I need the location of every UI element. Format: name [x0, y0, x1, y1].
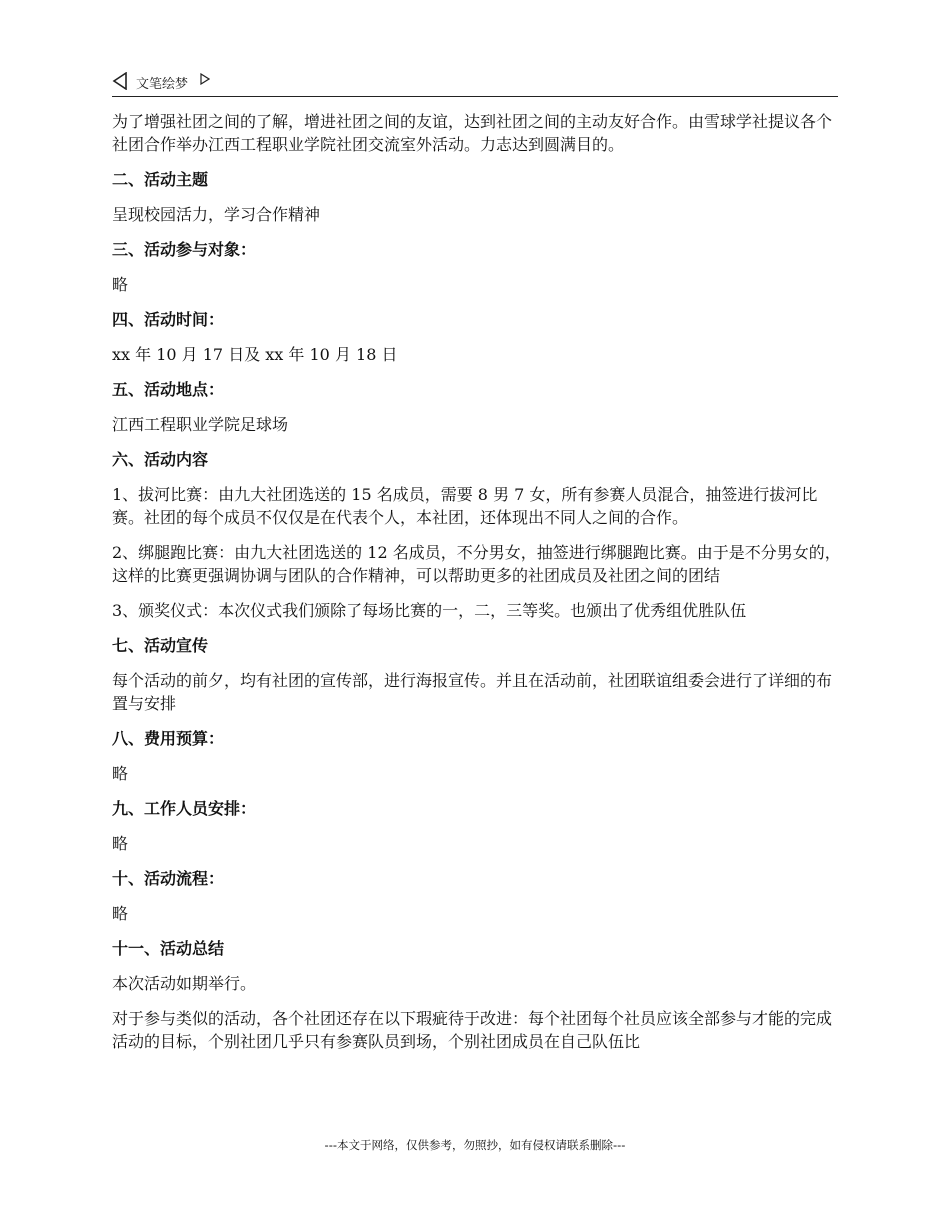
- section-text-participants: 略: [112, 275, 129, 294]
- section-heading-staff: 九、工作人员安排：: [112, 799, 257, 818]
- section-text-process: 略: [112, 904, 129, 923]
- section-heading-location: 五、活动地点：: [112, 380, 225, 399]
- section-heading-process: 十、活动流程：: [112, 869, 225, 888]
- content-item-three-legged-race: 2、绑腿跑比赛：由九大社团选送的 12 名成员，不分男女，抽签进行绑腿跑比赛。由于是不分男女的，这样的比赛更强调协调与团队的合作精神，可以帮助更多的社团成员及社团之间的团结: [112, 543, 841, 585]
- page-header: [112, 70, 838, 97]
- section-heading-summary: 十一、活动总结: [112, 939, 225, 958]
- content-item-tug-of-war: 1、拔河比赛：由九大社团选送的 15 名成员，需要 8 男 7 女，所有参赛人员混合，抽签进行拔河比赛。社团的每个成员不仅仅是在代表个人，本社团，还体现出不同人之间的合作。: [112, 485, 818, 527]
- document-body: [112, 110, 842, 1065]
- section-text-location: 江西工程职业学院足球场: [112, 415, 289, 434]
- section-heading-participants: 三、活动参与对象：: [112, 240, 257, 259]
- triangle-left-icon: [112, 72, 128, 90]
- section-text-staff: 略: [112, 834, 129, 853]
- section-text-promotion: 每个活动的前夕，均有社团的宣传部，进行海报宣传。并且在活动前，社团联谊组委会进行了详细的布置与安排: [112, 671, 833, 713]
- section-text-theme: 呈现校园活力，学习合作精神: [112, 205, 321, 224]
- section-text-summary-2: 对于参与类似的活动，各个社团还存在以下瑕疵待于改进：每个社团每个社员应该全部参与才能的完成活动的目标，个别社团几乎只有参赛队员到场，个别社团成员在自己队伍比: [112, 1009, 833, 1051]
- footer-notice: ---本文于网络，仅供参考，勿照抄，如有侵权请联系删除---: [324, 1138, 626, 1152]
- triangle-right-icon: [200, 73, 210, 85]
- section-heading-budget: 八、费用预算：: [112, 729, 225, 748]
- content-item-award-ceremony: 3、颁奖仪式：本次仪式我们颁除了每场比赛的一，二，三等奖。也颁出了优秀组优胜队伍: [112, 601, 747, 620]
- section-heading-promotion: 七、活动宣传: [112, 636, 209, 655]
- section-text-time: xx 年 10 月 17 日及 xx 年 10 月 18 日: [112, 345, 398, 364]
- intro-paragraph: 为了增强社团之间的了解，增进社团之间的友谊，达到社团之间的主动友好合作。由雪球学社提议各个社团合作举办江西工程职业学院社团交流室外活动。力志达到圆满目的。: [112, 112, 833, 154]
- section-text-budget: 略: [112, 764, 129, 783]
- section-heading-theme: 二、活动主题: [112, 170, 209, 189]
- brand-name: 文笔绘梦: [136, 77, 189, 92]
- section-heading-time: 四、活动时间：: [112, 310, 225, 329]
- section-heading-content: 六、活动内容: [112, 450, 209, 469]
- section-text-summary-1: 本次活动如期举行。: [112, 974, 257, 993]
